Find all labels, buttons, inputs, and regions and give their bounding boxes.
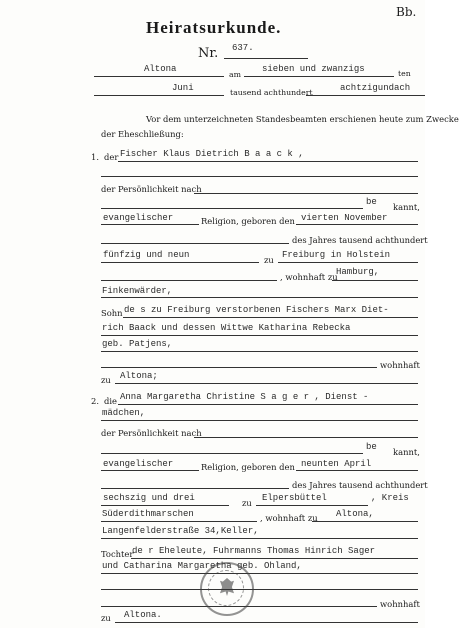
date-line-1a xyxy=(94,76,224,77)
groom-residence-2: Finkenwärder, xyxy=(102,286,173,296)
groom-name-line xyxy=(118,161,418,162)
groom-des-jahres: des Jahres tausend achthundert xyxy=(292,235,428,245)
bride-des-jahres: des Jahres tausend achthundert xyxy=(292,480,428,490)
bride-wohnhaft: wohnhaft xyxy=(380,599,420,609)
groom-religion-line xyxy=(101,224,199,225)
nr-label: Nr. xyxy=(198,46,219,61)
bride-parents-label: Tochter xyxy=(101,549,134,559)
bride-kannt: kannt, xyxy=(393,447,420,457)
tausend-label: tausend achthundert xyxy=(230,88,313,97)
bride-religion-label: Religion, geboren den xyxy=(201,462,295,472)
bride-birth-place-2: Süderdithmarschen xyxy=(102,509,194,519)
groom-zu-2: zu xyxy=(101,375,111,385)
groom-parents-label: Sohn xyxy=(101,308,123,318)
corner-mark: Bb. xyxy=(396,5,417,19)
bride-name-line xyxy=(118,404,418,405)
bride-name-line-2 xyxy=(101,420,418,421)
groom-parents-res-line xyxy=(115,383,418,384)
groom-birthplace-line xyxy=(278,262,418,263)
nr-underline xyxy=(224,58,308,59)
groom-parents-residence: Altona; xyxy=(120,371,158,381)
marriage-year: achtzigundach xyxy=(340,83,411,93)
bride-year-line xyxy=(101,505,229,506)
groom-be: be xyxy=(366,197,377,207)
groom-name: Fischer Klaus Dietrich B a a c k , xyxy=(120,149,304,159)
groom-res-line-a xyxy=(101,280,277,281)
bride-residence: Altona, xyxy=(336,509,374,519)
bride-res-line-c xyxy=(101,538,418,539)
groom-residence: Hamburg, xyxy=(336,267,380,277)
ten-suffix: ten xyxy=(398,69,411,78)
bride-name: Anna Margaretha Christine S a g e r , Dienst - xyxy=(120,392,369,402)
groom-wohnhaft: wohnhaft xyxy=(380,360,420,370)
bride-parents-line-3 xyxy=(101,589,418,590)
groom-jahres-line xyxy=(101,243,289,244)
groom-der: der xyxy=(104,152,119,162)
marriage-day: sieben und zwanzigs xyxy=(262,64,365,74)
date-line-2b xyxy=(306,95,425,96)
groom-number: 1. xyxy=(91,152,99,162)
groom-parents-line-4 xyxy=(101,367,377,368)
groom-res-line-c xyxy=(101,297,418,298)
groom-kannt: kannt, xyxy=(393,202,420,212)
groom-wohnhaft-zu: , wohnhaft zu xyxy=(280,272,338,282)
bride-parents-residence: Altona. xyxy=(124,610,162,620)
bride-persoenlichkeit: der Persönlichkeit nach xyxy=(101,428,202,438)
groom-parents-3: geb. Patjens, xyxy=(102,339,173,349)
groom-birth-date: vierten November xyxy=(301,213,388,223)
bride-die: die xyxy=(104,396,117,406)
groom-parents-line-2 xyxy=(101,335,418,336)
date-line-2a xyxy=(94,95,224,96)
bride-zu-2: zu xyxy=(101,613,111,623)
registry-place: Altona xyxy=(144,64,177,74)
groom-religion: evangelischer xyxy=(103,213,174,223)
bride-birthdate-line xyxy=(296,470,418,471)
document-heading: Heiratsurkunde. xyxy=(146,18,282,37)
bride-birth-date: neunten April xyxy=(301,459,372,469)
official-seal-stamp xyxy=(200,562,254,616)
bride-parents-line-2 xyxy=(101,573,418,574)
groom-parents-line-3 xyxy=(101,351,418,352)
bride-parents-line-1 xyxy=(131,558,418,559)
bride-wohnhaft-zu: , wohnhaft zu xyxy=(260,513,318,523)
groom-birth-year: fünfzig und neun xyxy=(103,250,190,260)
bride-kreis: , Kreis xyxy=(371,493,409,503)
date-line-1b xyxy=(244,76,394,77)
bride-res-line-b xyxy=(312,521,418,522)
intro-line-1: Vor dem unterzeichneten Standesbeamten erschienen heute zum Zwecke xyxy=(146,114,459,124)
groom-be-line xyxy=(101,208,363,209)
groom-parents-1: de s zu Freiburg verstorbenen Fischers Marx Diet- xyxy=(124,305,389,315)
bride-religion-line xyxy=(101,470,199,471)
groom-persoenlichkeit: der Persönlichkeit nach xyxy=(101,184,202,194)
eagle-emblem-icon xyxy=(220,578,234,596)
bride-be: be xyxy=(366,442,377,452)
groom-blank-line xyxy=(101,176,418,177)
bride-res-line-a xyxy=(101,521,257,522)
groom-religion-label: Religion, geboren den xyxy=(201,216,295,226)
groom-birthdate-line xyxy=(296,224,418,225)
groom-birth-place: Freiburg in Holstein xyxy=(282,250,391,260)
groom-year-line xyxy=(101,262,259,263)
bride-number: 2. xyxy=(91,396,99,406)
intro-line-2: der Eheschließung: xyxy=(101,129,184,139)
bride-zu: zu xyxy=(242,498,252,508)
bride-birth-place: Elpersbüttel xyxy=(262,493,327,503)
groom-parents-2: rich Baack und dessen Wittwe Katharina Rebecka xyxy=(102,323,351,333)
bride-birth-year: sechszig und drei xyxy=(103,493,195,503)
groom-pers-line xyxy=(194,193,418,194)
bride-residence-2: Langenfelderstraße 34,Keller, xyxy=(102,526,259,536)
bride-birthplace-line xyxy=(256,505,368,506)
bride-pers-line xyxy=(194,437,418,438)
bride-be-line xyxy=(101,453,363,454)
bride-jahres-line xyxy=(101,488,289,489)
am-label: am xyxy=(229,70,242,79)
bride-parents-1: de r Eheleute, Fuhrmanns Thomas Hinrich Sager xyxy=(132,546,376,556)
bride-religion: evangelischer xyxy=(103,459,174,469)
groom-zu: zu xyxy=(264,255,274,265)
groom-parents-line-1 xyxy=(123,317,418,318)
groom-res-line-b xyxy=(332,280,418,281)
bride-parents-2: und Catharina Margaretha geb. Ohland, xyxy=(102,561,302,571)
bride-name-2: mädchen, xyxy=(102,408,146,418)
bride-parents-res-line xyxy=(115,622,418,623)
marriage-month: Juni xyxy=(172,83,194,93)
nr-value: 637. xyxy=(232,43,254,53)
